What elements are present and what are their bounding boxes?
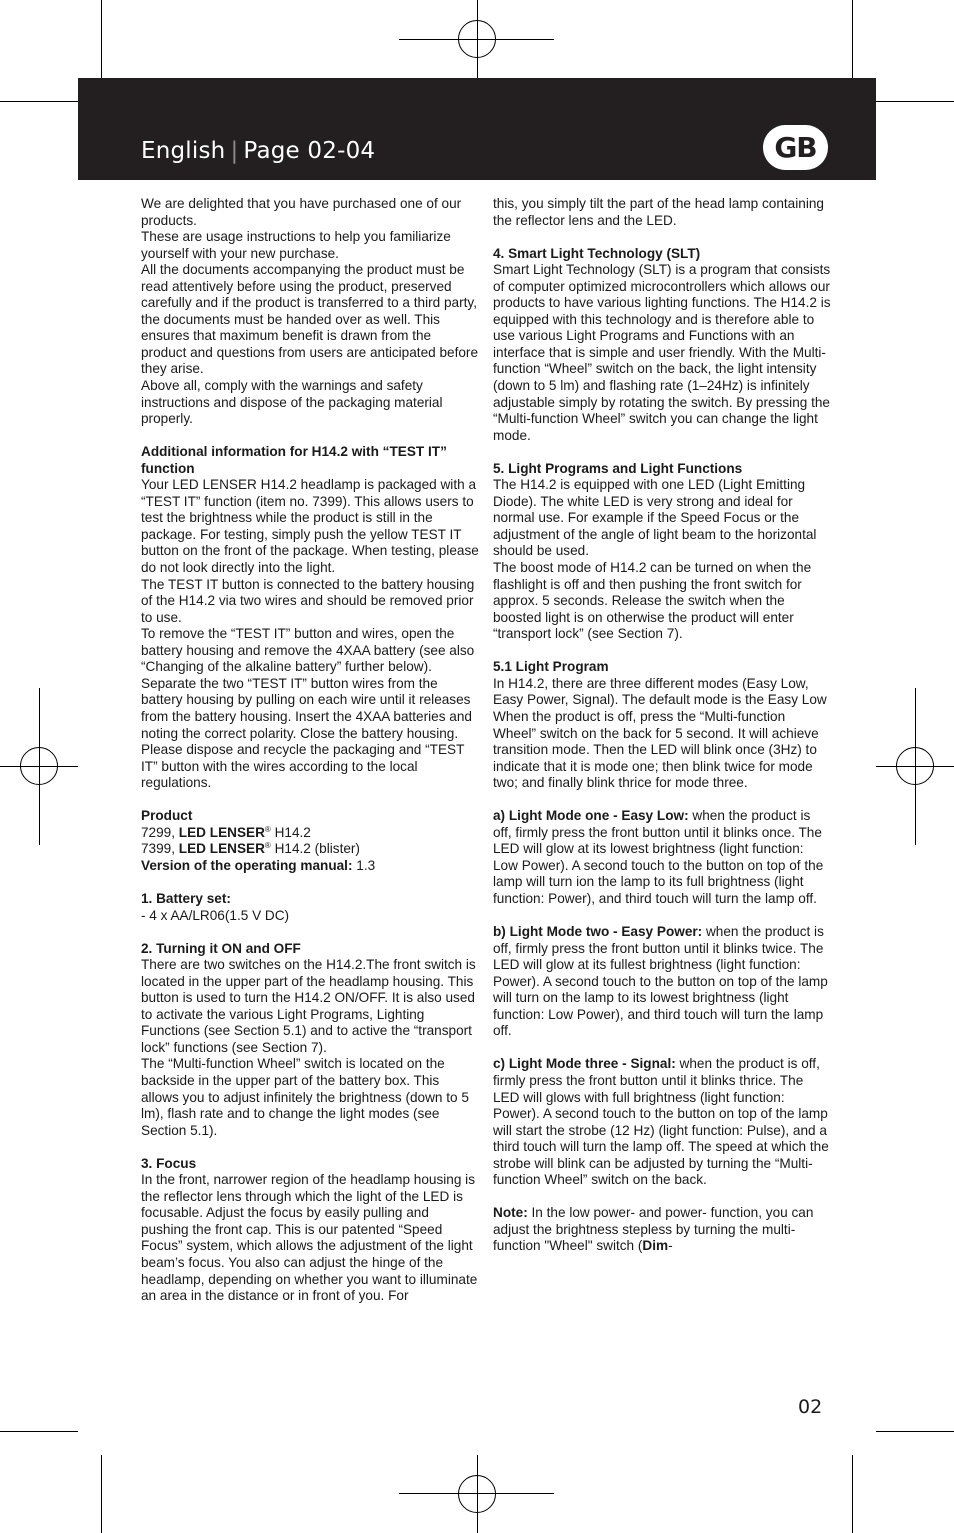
test-it-paragraph: Your LED LENSER H14.2 headlamp is packaged with a “TEST IT” function (item no. 7399). This allows users to test the brightness while the product is still in the package. For testing, simply push the yellow TEST IT button on the front of the package. When testing, please do not look directly into the light.: [141, 477, 479, 576]
page-number: 02: [798, 1396, 823, 1418]
intro-paragraph: All the documents accompanying the product must be read attentively before using the product, preserved carefully and if the product is transferred to a third party, the documents must be handed over as well. This ensures that maximum benefit is drawn from the product and questions from users are anticipated before they arise.: [141, 262, 479, 377]
test-it-heading: Additional information for H14.2 with “TEST IT” function: [141, 444, 447, 476]
country-badge: GB: [763, 125, 828, 170]
on-off-paragraph: The “Multi-function Wheel” switch is located on the backside in the upper part of the battery box. This allows you to adjust infinitely the brightness (down to 5 lm), flash rate and to change the light modes (see Section 5.1).: [141, 1056, 469, 1138]
crop-mark-bottom-right-h: [876, 1431, 954, 1432]
programs-heading: 5. Light Programs and Light Functions: [493, 460, 743, 476]
light-program-heading: 5.1 Light Program: [493, 659, 609, 675]
crop-mark-bottom-left-h: [0, 1431, 78, 1432]
crop-mark-top-right-h: [876, 101, 954, 102]
slt-heading: 4. Smart Light Technology (SLT): [493, 245, 701, 261]
header-language: English: [141, 138, 226, 164]
intro-paragraph: Above all, comply with the warnings and safety instructions and dispose of the packaging material properly.: [141, 378, 443, 427]
mode-c-paragraph: c) Light Mode three - Signal: when the product is off, firmly press the front button until it blinks thrice. The LED will glows with full brightness (light function: Power). A second touch to the button on top of the lamp will start the strobe (12 Hz) (light function: Pulse), and a third touch will turn the lamp off. The speed at which the strobe will blink can be adjusted by turning the “Multi-function Wheel” switch on the back.: [493, 1056, 829, 1188]
manual-version: Version of the operating manual: 1.3: [141, 857, 376, 873]
product-line: 7299, LED LENSER® H14.2: [141, 824, 311, 840]
focus-heading: 3. Focus: [141, 1155, 197, 1171]
header-title: [141, 138, 375, 164]
header-bar: [78, 78, 876, 180]
slt-text: Smart Light Technology (SLT) is a program that consists of computer optimized microcontrollers which allows our products to have various lighting functions. The H14.2 is equipped with this technology and is therefore able to use various Light Programs and Functions with an interface that is simple and user friendly. With the Multi-function “Wheel” switch on the back, the light intensity (down to 5 lm) and flashing rate (1–24Hz) is infinitely adjustable simply by rotating the switch. By pressing the “Multi-function Wheel” switch you can change the light mode.: [493, 262, 831, 443]
intro-paragraph: We are delighted that you have purchased one of our products.: [141, 196, 462, 228]
on-off-heading: 2. Turning it ON and OFF: [141, 940, 301, 956]
mode-b-paragraph: b) Light Mode two - Easy Power: when the product is off, firmly press the front button until it blinks twice. The LED will glow at its fullest brightness (light function: Power). A second touch to the button on top of the lamp will turn on the lamp to its lowest brightness (light function: Low Power), and third touch will turn the lamp off.: [493, 924, 828, 1039]
on-off-paragraph: There are two switches on the H14.2.The front switch is located in the upper part of the headlamp housing. This button is used to turn the H14.2 ON/OFF. It is also used to activate the various Light Programs, Lighting Functions (see Section 5.1) and to active the “transport lock” functions (see Section 7).: [141, 957, 476, 1055]
intro-paragraph: These are usage instructions to help you familiarize yourself with your new purchase.: [141, 229, 451, 261]
light-program-paragraph: When the product is off, press the “Multi-function Wheel” switch on the back for 5 second. It will achieve transition mode. Then the LED will blink once (3Hz) to indicate that it is mode one; then blink twice for mode two; and finally blink thrice for mode three.: [493, 708, 819, 791]
focus-text: In the front, narrower region of the headlamp housing is the reflector lens through which the light of the LED is focusable. Adjust the focus by easily pulling and pushing the front cap. This is our patented “Speed Focus” system, which allows the adjustment of the light beam’s focus. You also can adjust the hinge of the headlamp, depending on whether you want to illuminate an area in the distance or in front of you. For: [141, 1172, 478, 1304]
crop-mark-top-left-h: [0, 101, 78, 102]
header-page-range: Page 02-04: [243, 138, 376, 164]
left-column: [141, 196, 479, 1305]
programs-paragraph: The H14.2 is equipped with one LED (Light Emitting Diode). The white LED is very strong and ideal for normal use. For example if the Speed Focus or the adjustment of the angle of light beam to the horizontal should be used.: [493, 477, 817, 559]
programs-paragraph: The boost mode of H14.2 can be turned on when the flashlight is off and then pushing the front switch for approx. 5 seconds. Release the switch when the boosted light is on otherwise the product will enter “transport lock” (see Section 7).: [493, 560, 812, 642]
battery-text: - 4 x AA/LR06(1.5 V DC): [141, 907, 290, 923]
test-it-paragraph: To remove the “TEST IT” button and wires, open the battery housing and remove the 4XAA battery (see also “Changing of the alkaline battery” further below). Separate the two “TEST IT” button wires from the battery housing by pulling on each wire until it releases from the battery housing. Insert the 4XAA batteries and noting the correct polarity. Close the battery housing. Please dispose and recycle the packaging and “TEST IT” button with the wires according to the local regulations.: [141, 626, 475, 791]
crop-mark-top-left-v: [101, 0, 102, 78]
test-it-paragraph: The TEST IT button is connected to the battery housing of the H14.2 via two wires and should be removed prior to use.: [141, 576, 475, 625]
crop-mark-bottom-left-v: [101, 1455, 102, 1533]
mode-a-paragraph: a) Light Mode one - Easy Low: when the product is off, firmly press the front button until it blinks once. The LED will glow at its lowest brightness (light function: Low Power). A second touch to the button on top of the lamp will turn ion the lamp to its full brightness (light function: Power), and third touch will turn the lamp off.: [493, 808, 824, 906]
battery-heading: 1. Battery set:: [141, 890, 231, 906]
focus-continued: this, you simply tilt the part of the head lamp containing the reflector lens and the LED.: [493, 196, 824, 228]
note-paragraph: Note: In the low power- and power- function, you can adjust the brightness stepless by turning the multi-function "Wheel" switch (Dim-: [493, 1205, 814, 1254]
header-separator: |: [230, 138, 239, 164]
product-line: 7399, LED LENSER® H14.2 (blister): [141, 841, 360, 857]
crop-mark-top-right-v: [852, 0, 853, 78]
light-program-paragraph: In H14.2, there are three different modes (Easy Low, Easy Power, Signal). The default mode is the Easy Low: [493, 675, 827, 708]
crop-mark-bottom-right-v: [852, 1455, 853, 1533]
right-column: [493, 196, 831, 1255]
product-heading: Product: [141, 808, 193, 824]
